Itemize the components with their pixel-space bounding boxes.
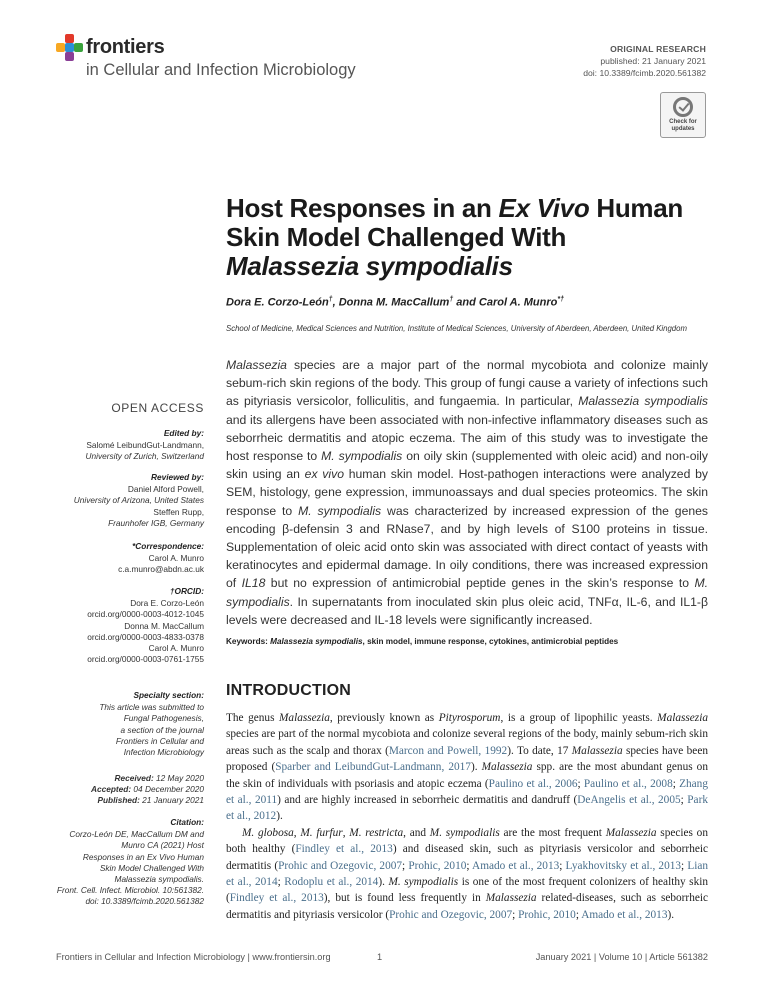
- citation-link[interactable]: Marcon and Powell, 1992: [388, 744, 508, 757]
- correspondence: *Correspondence: Carol A. Munro c.a.munro@abdn.ac.uk: [0, 541, 204, 576]
- article-title: Host Responses in an Ex Vivo Human Skin Model Challenged With Malassezia sympodialis: [226, 193, 683, 281]
- citation-link[interactable]: Lian et al., 2014: [226, 859, 709, 889]
- intro-paragraph-2: M. globosa, M. furfur, M. restricta, and M. sympodialis are the most frequent Malassezia species on both healthy (Findley et al., 2013) and diseased skin, such as pityriasis versicolor and seborrheic dermatitis (Prohic and Ozegovic, 2007; Prohic, 2010; Amado et al., 2013; Lyakhovitsky et al., 2013; Lian et al., 2014; Rodoplu et al., 2014). M. sympodialis is one of the most frequent colonizers of healthy skin (Findley et al., 2013), but is found less frequently in Malassezia related-diseases, such as seborrheic dermatitis and pityriasis versicolor (Prohic and Ozegovic, 2007; Prohic, 2010; Amado et al., 2013).: [226, 826, 709, 921]
- citation-link[interactable]: Amado et al., 2013: [472, 859, 560, 872]
- citation-link[interactable]: Prohic, 2010: [518, 908, 576, 921]
- abstract: Malassezia species are a major part of the normal mycobiota and colonize mainly sebum-rich skin regions of the body. This group of fungi cause a variety of infections such as pityriasis versicolor, folliculitis, and fungaemia. In particular, Malassezia sympodialis and its allergens have been associated with non-infective inflammatory diseases such as seborrheic dermatitis and atopic eczema. The aim of this study was to investigate the host response to M. sympodialis on oily skin (supplemented with oleic acid) and non-oily skin using an ex vivo human skin model. Host-pathogen interactions were analyzed by SEM, histology, gene expression, immunoassays and dual species proteomics. The skin response to M. sympodialis was characterized by increased expression of the genes encoding β-defensin 3 and RNase7, and by high levels of S100 proteins in tissue. Supplementation of oleic acid onto skin was associated with direct contact of yeasts with keratinocytes and epidermal damage. In oily conditions, there was increased expression of IL18 but no expression of antimicrobial peptide genes in the skin’s response to M. sympodialis. In supernatants from inoculated skin plus oleic acid, TNFα, IL-6, and IL1-β levels were decreased and IL-18 levels were significantly increased.: [226, 358, 709, 627]
- citation-link[interactable]: Rodoplu et al., 2014: [284, 876, 379, 889]
- affiliation: School of Medicine, Medical Sciences and Nutrition, Institute of Medical Sciences, University of Aberdeen, Aberdeen, United Kingdom: [226, 324, 687, 333]
- article-dates: Received: 12 May 2020 Accepted: 04 December 2020 Published: 21 January 2021: [91, 773, 204, 806]
- citation-link[interactable]: Findley et al., 2013: [295, 843, 393, 856]
- introduction-body: [226, 710, 708, 923]
- author-1[interactable]: Dora E. Corzo-León: [226, 296, 329, 309]
- citation-link[interactable]: Paulino et al., 2006: [488, 777, 578, 790]
- doi-link[interactable]: doi: 10.3389/fcimb.2020.561382: [583, 68, 706, 78]
- edited-by: Edited by: Salomé LeibundGut-Landmann, University of Zurich, Switzerland: [0, 428, 204, 463]
- reviewer-2[interactable]: Steffen Rupp,: [153, 506, 204, 517]
- citation-link[interactable]: Findley et al., 2013: [229, 892, 324, 905]
- citation-link[interactable]: DeAngelis et al., 2005: [577, 794, 681, 807]
- check-updates-label-2: updates: [671, 126, 695, 132]
- check-for-updates-button[interactable]: [660, 92, 706, 138]
- citation-link[interactable]: Sparber and LeibundGut-Landmann, 2017: [275, 761, 471, 774]
- editor-name[interactable]: Salomé LeibundGut-Landmann,: [86, 440, 204, 451]
- footer-issue: January 2021 | Volume 10 | Article 561382: [535, 952, 708, 962]
- citation-link[interactable]: Prohic and Ozegovic, 2007: [389, 908, 513, 921]
- check-updates-icon: [673, 97, 693, 117]
- citation-link[interactable]: Park et al., 2012: [226, 794, 708, 823]
- keywords: Keywords: Malassezia sympodialis, skin model, immune response, cytokines, antimicrobial peptides: [226, 637, 619, 646]
- author-2[interactable]: Donna M. MacCallum: [338, 296, 450, 309]
- check-updates-label-1: Check for: [669, 119, 697, 125]
- citation-link[interactable]: Paulino et al., 2008: [583, 777, 673, 790]
- author-3[interactable]: Carol A. Munro: [478, 296, 558, 309]
- orcid-link-1[interactable]: orcid.org/0000-0003-4012-1045: [87, 609, 204, 620]
- citation-link[interactable]: Prohic and Ozegovic, 2007: [278, 859, 403, 872]
- brand-name: frontiers: [86, 36, 165, 58]
- citation-doi[interactable]: doi: 10.3389/fcimb.2020.561382: [85, 896, 204, 907]
- open-access-label: OPEN ACCESS: [111, 401, 204, 415]
- reviewed-by: Reviewed by: Daniel Alford Powell, University of Arizona, United States Steffen Rupp, Fraunhofer IGB, Germany: [0, 472, 204, 529]
- journal-logo[interactable]: [56, 34, 386, 84]
- citation-link[interactable]: Lyakhovitsky et al., 2013: [565, 859, 682, 872]
- citation-link[interactable]: Zhang et al., 2011: [226, 777, 708, 807]
- citation-link[interactable]: Prohic, 2010: [408, 859, 467, 872]
- orcid-link-3[interactable]: orcid.org/0000-0003-0761-1755: [87, 654, 204, 665]
- reviewer-1[interactable]: Daniel Alford Powell,: [127, 484, 204, 495]
- author-list: Dora E. Corzo-León†, Donna M. MacCallum† and Carol A. Munro*†: [226, 296, 564, 309]
- published-date: published: 21 January 2021: [600, 56, 706, 66]
- journal-name: in Cellular and Infection Microbiology: [86, 61, 356, 79]
- section-heading-introduction: INTRODUCTION: [226, 682, 352, 699]
- citation: Citation: Corzo-León DE, MacCallum DM and Munro CA (2021) Host Responses in an Ex Vivo Human Skin Model Challenged With Malassezia sympodialis. Front. Cell. Infect. Microbiol. 10:561382. doi: 10.3389/fcimb.2020.561382: [0, 817, 204, 908]
- specialty-section: Specialty section: This article was submitted to Fungal Pathogenesis, a section of the journal Frontiers in Cellular and Infection Microbiology: [99, 690, 204, 758]
- intro-paragraph-1: The genus Malassezia, previously known as Pityrosporum, is a group of lipophilic yeasts. Malassezia species are part of the normal mycobiota and colonize several regions of the body, mainly sebum-rich skin areas such as the scalp and thorax (Marcon and Powell, 1992). To date, 17 Malassezia species have been proposed (Sparber and LeibundGut-Landmann, 2017). Malassezia spp. are the most abundant genus on the skin of individuals with psoriasis and atopic eczema (Paulino et al., 2006; Paulino et al., 2008; Zhang et al., 2011) and are highly increased in seborrheic dermatitis and dandruff (DeAngelis et al., 2005; Park et al., 2012).: [226, 712, 708, 823]
- footer-journal[interactable]: Frontiers in Cellular and Infection Microbiology | www.frontiersin.org: [56, 952, 331, 962]
- orcid-link-2[interactable]: orcid.org/0000-0003-4833-0378: [87, 631, 204, 642]
- orcid-list: †ORCID: Dora E. Corzo-León orcid.org/0000-0003-4012-1045 Donna M. MacCallum orcid.org/0000-0003-4833-0378 Carol A. Munro orcid.org/0000-0003-0761-1755: [0, 586, 204, 665]
- article-type: ORIGINAL RESEARCH: [610, 44, 706, 54]
- citation-link[interactable]: Amado et al., 2013: [581, 908, 668, 921]
- article-meta: [583, 43, 706, 79]
- correspondence-email[interactable]: c.a.munro@abdn.ac.uk: [118, 564, 204, 575]
- frontiers-logo-icon: [56, 34, 84, 62]
- page-number: 1: [377, 952, 383, 962]
